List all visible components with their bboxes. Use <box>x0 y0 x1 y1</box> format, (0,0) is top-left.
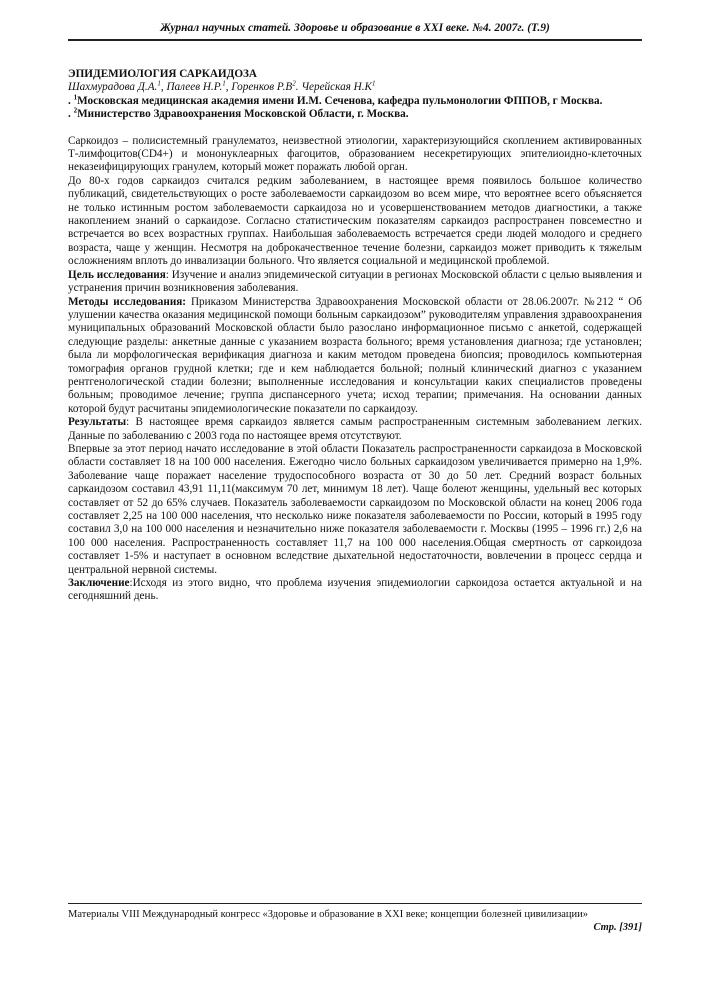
results-paragraph: Результаты: В настоящее время саркаидоз является самым распространенным системным заболеванием легких. Данные по заболеванию с 2003 года по настоящее время отсутствуют. <box>68 416 642 442</box>
author-name: . Черейская Н.К <box>295 81 372 94</box>
author-name: Шахмурадова Д.А. <box>68 81 158 94</box>
page-footer <box>68 903 642 933</box>
author-name: , Горенков Р.В <box>225 81 293 94</box>
author-affiliation-mark: 2 <box>292 79 296 88</box>
intro-paragraph: Саркоидоз – полисистемный гранулематоз, неизвестной этиологии, характеризующийся скоплением активированных Т-лимфоцитов(CD4+) и мононуклеарных фагоцитов, образованием несекретирующих эпителиоидно-клеточных неказеифицирующих гранулем, который может поражать любой орган. <box>68 134 642 174</box>
background-paragraph: До 80-х годов саркаидоз считался редким заболеванием, в настоящее время появилось большое количество публикаций, свидетельствующих о росте заболеваемости саркаидозом во всем мире, что вероятнее всего объясняется не только истинным ростом заболеваемости саркаидоза но и усовершенствованием методов диагностики, а также накоплением знаний о саркаидозе. Согласно статистическим показателям саркаидоз распространен повсеместно и встречается во всех возрастных группах. Наибольшая заболеваемость встречается среди людей молодого и среднего возраста, чаще у женщин. Несмотря на доброкачественное течение болезни, саркаидоз может приводить к тяжелым осложнениям вплоть до инвализации больного. Что является социальной и медицинской проблемой. <box>68 174 642 268</box>
article-body <box>68 68 642 604</box>
author-name: , Палеев Н.Р. <box>160 81 223 94</box>
author-affiliation-mark: 1 <box>157 79 161 88</box>
methods-paragraph: Методы исследования: Приказом Министерства Здравоохранения Московской области от 28.06.2007г. №212 “ Об улушении качества оказания медицинской помощи больным саркаидозом” руководителям управления здравоохранения муниципальных образований Московской области было разослано информационное письмо с анкетой, содержащей следующие разделы: анкетные данные с указанием возраста больного; время установления диагноза; где установлен; была ли морфологическая верификация диагноза и каким методом проведена биопсия; проводилось компьютерная томография органов грудной клетки; где и кем наблюдается больной; полный клинический диагноз с указанием рентгенологической стадии болезни; выполненные исследования и консультации каких специалистов проведены больным; проводимое лечение; группа диспансерного учета; исход терапии; примечания. На основании данных которой будут расчитаны эпидемиологические показатели по саркаидозу. <box>68 295 642 415</box>
section-label: Цель исследования <box>68 268 166 281</box>
article-title: ЭПИДЕМИОЛОГИЯ САРКАИДОЗА <box>68 68 258 80</box>
section-label: Результаты <box>68 416 127 429</box>
affiliation-2: . $^2$Министерство Здравоохранения Московской Области, г. Москва. <box>68 106 409 121</box>
author-affiliation-mark: 1 <box>371 79 376 88</box>
results-detail-paragraph: Впервые за этот период начато исследование в этой области Показатель распространенности саркаидоза в Московской области составляет 18 на 100 000 населения. Ежегодно число больных саркаидозом увеличивается примерно на 1,9%. Заболевание чаще поражает население трудоспособного возраста от 30 до 50 лет. Средний возраст больных саркаидозом составил 43,91 11,11(максимум 70 лет, минимум 18 лет). Чаще болеют женщины, удельный вес которых составляет от 52 до 65% случаев. Показатель заболеваемости саркаидозом по Московской области на конец 2006 года составляет 2,25 на 100 000 населения, что несколько ниже показателя заболеваемости по России, который в 1995 году составил 3,0 на 100 000 населения и незначительно ниже показателя заболеваемости г. Москвы (1995 – 1996 гг.) 2,6 на 100 000 населения. Распространенность составляет 11,7 на 100 000 населения.Общая смертность от саркоидоза составляет 1-5% и наступает в основном вследствие дыхательной недостаточности, вовлечении в процесс сердца и центральной нервной системы. <box>68 442 642 576</box>
author-list <box>68 81 642 94</box>
author-affiliation-mark: 1 <box>222 79 226 88</box>
section-label: Методы исследования: <box>68 295 187 308</box>
journal-header: Журнал научных статей. Здоровье и образование в XXI веке. №4. 2007г. (Т.9) <box>68 22 642 41</box>
section-label: Заключение <box>68 577 130 590</box>
spacer <box>68 122 642 135</box>
page-number: Стр. [391] <box>593 922 642 933</box>
aim-paragraph: Цель исследования: Изучение и анализ эпидемической ситуации в регионах Московской области с целью выявления и устранения причин возникновения заболевания. <box>68 268 642 295</box>
affiliation-1: . $^1$Московская медицинская академия имени И.М. Сеченова, кафедра пульмонологии ФППОВ, г Москва. <box>68 93 603 107</box>
conclusion-paragraph: Заключение:Исходя из этого видно, что проблема изучения эпидемиологии саркоидоза остается актуальной и на сегодняшний день. <box>68 577 642 603</box>
conference-note: Материалы VIII Международный конгресс «Здоровье и образование в XXI веке; концепции болезней цивилизации» <box>68 909 589 920</box>
